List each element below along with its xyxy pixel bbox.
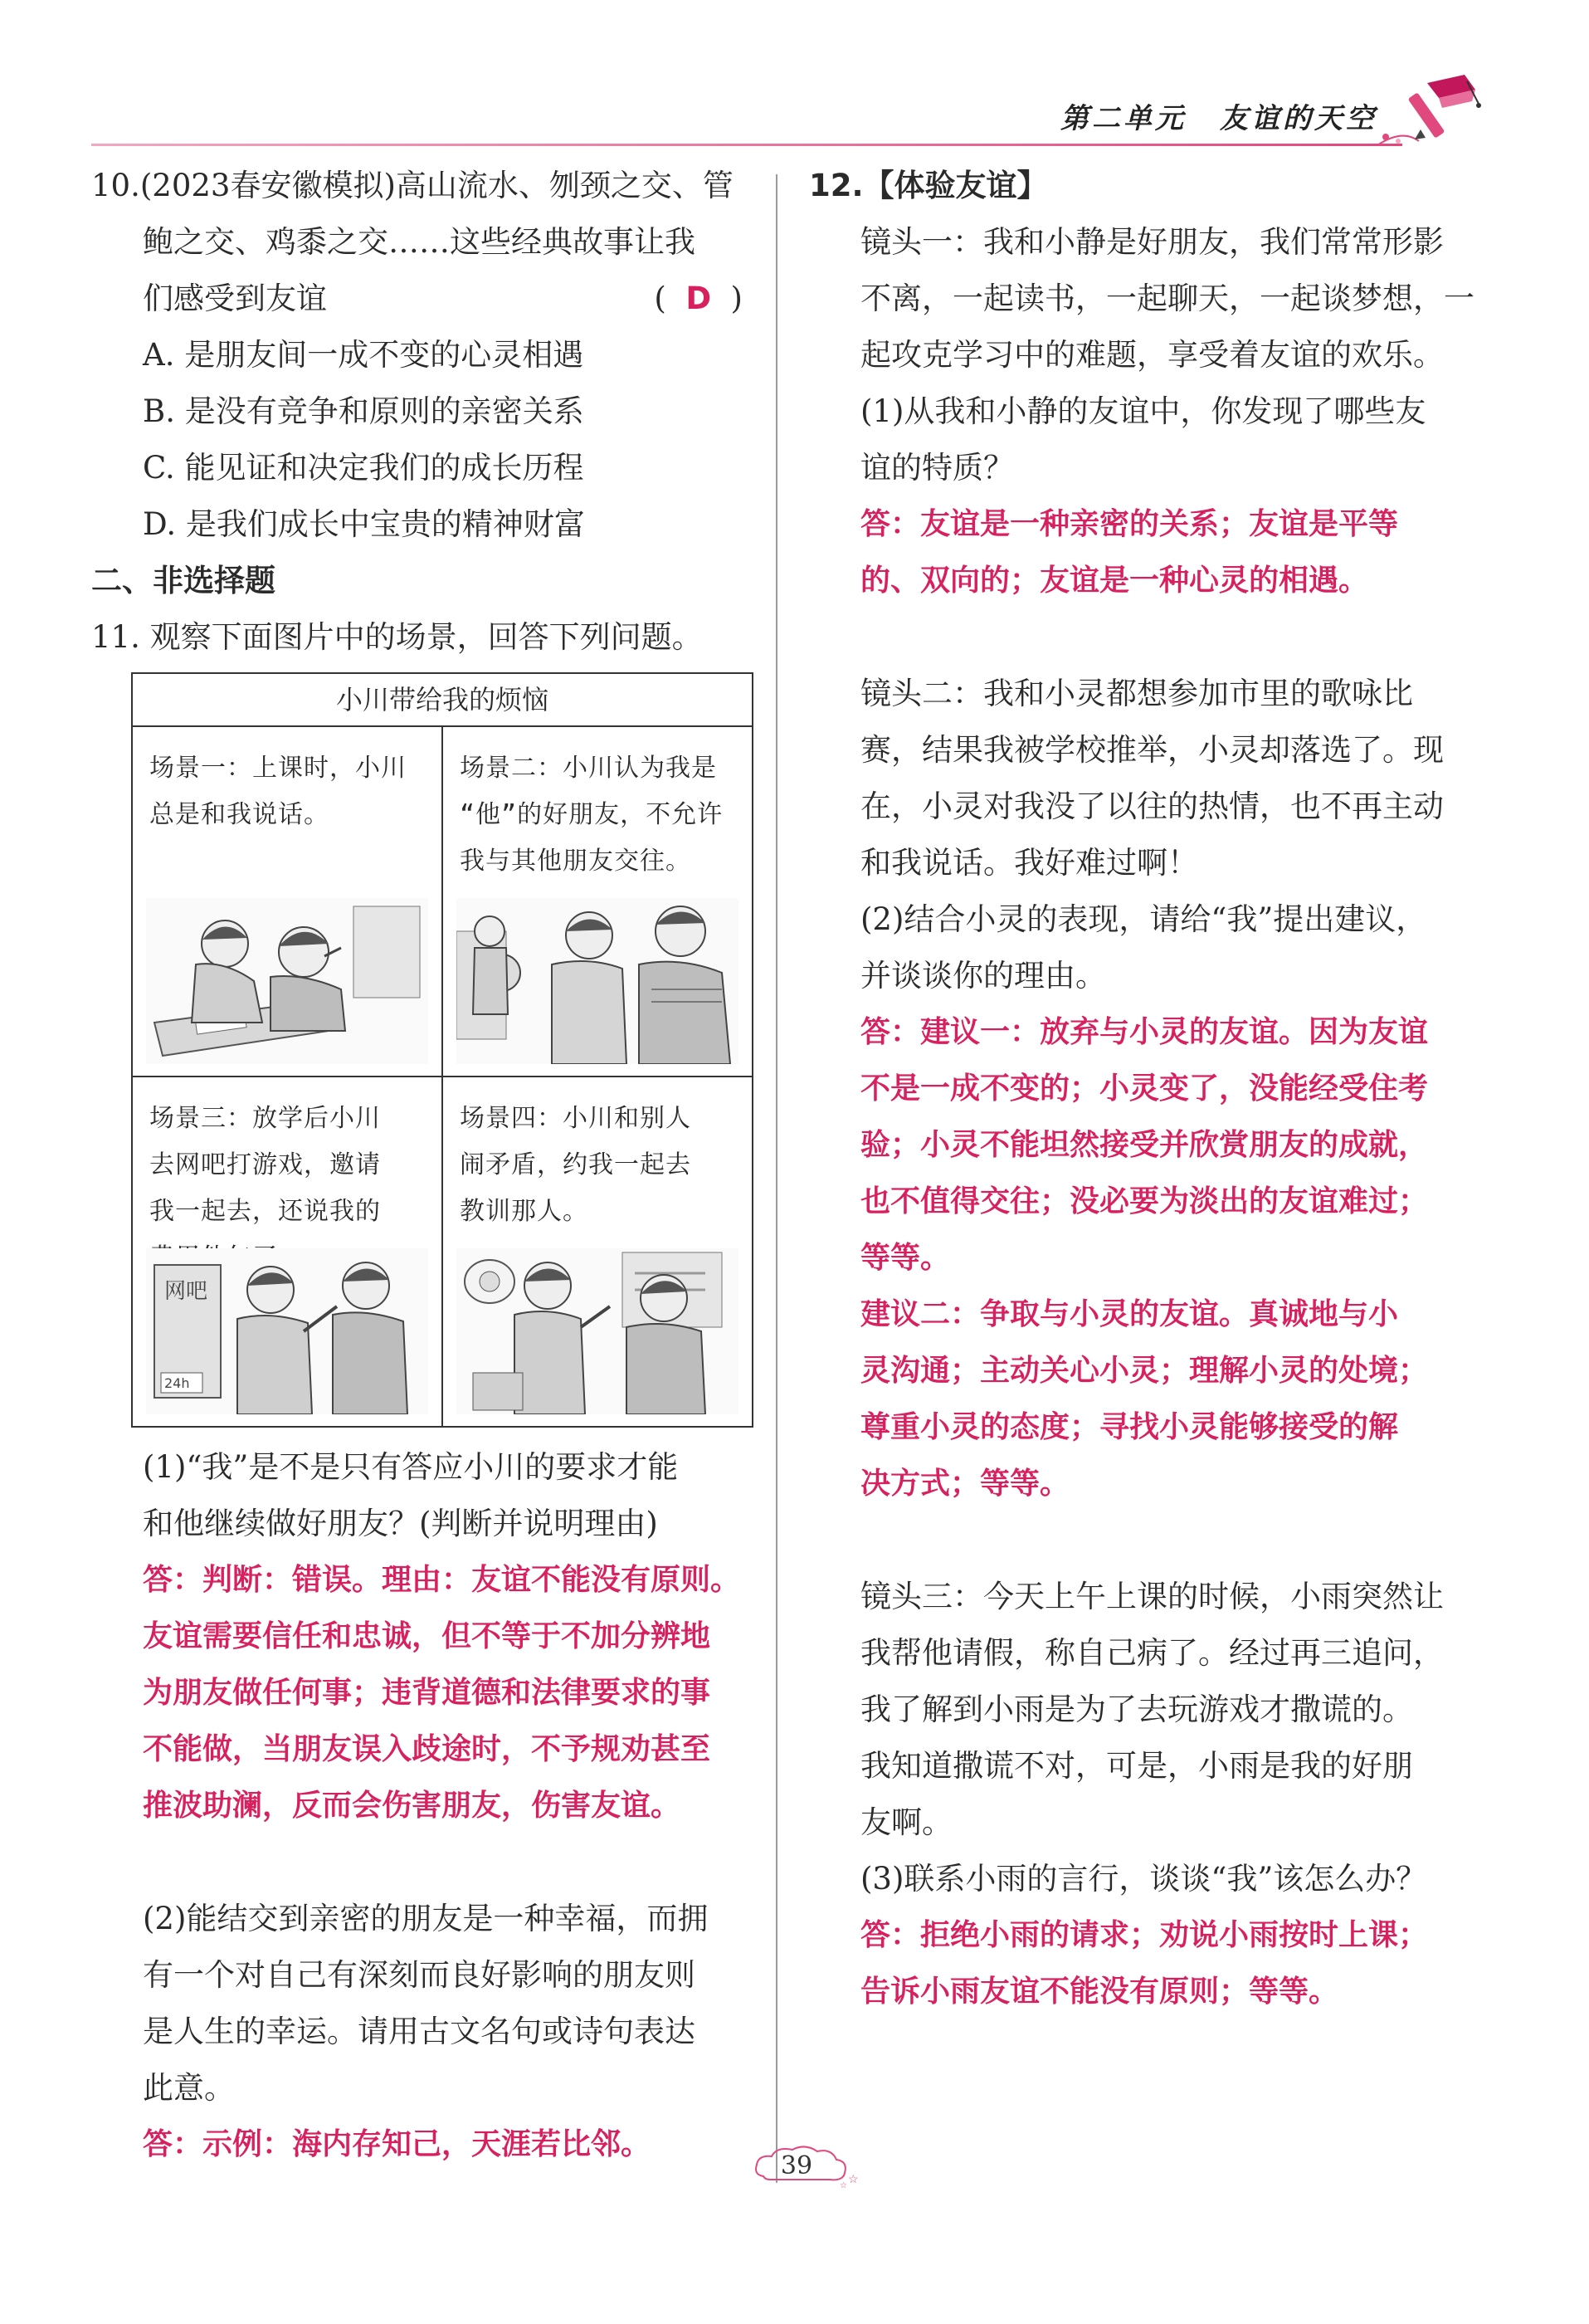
page-footer [747,2141,863,2191]
scene-4-line-1: 场景四：小川和别人 [459,1104,691,1133]
q12-answer2-line-1: 答：建议一：放弃与小灵的友谊。因为友谊 [860,1015,1429,1049]
scene-3-line-2: 去网吧打游戏，邀请 [149,1150,381,1179]
question-11 [91,609,755,2173]
q12-answer2-line-3: 验；小灵不能坦然接受并欣赏朋友的成就， [860,1128,1429,1162]
q12-sub1-line-1: (1)从我和小静的友谊中，你发现了哪些友 [860,393,1426,429]
option-c: C. 能见证和决定我们的成长历程 [143,450,584,486]
q12-answer3-line-2: 告诉小雨友谊不能没有原则；等等。 [860,1975,1339,2009]
q12-answer2-line-8: 尊重小灵的态度；寻找小灵能够接受的解 [860,1410,1399,1444]
q12-answer1-line-1: 答：友谊是一种亲密的关系；友谊是平等 [860,507,1399,541]
friends-illustration [456,898,738,1064]
section-heading: 二、非选择题 [91,563,275,598]
scene-3 [132,1077,442,1427]
q12-answer3-line-1: 答：拒绝小雨的请求；劝说小雨按时上课； [860,1918,1429,1952]
header-title [1060,95,1377,136]
scene-table [131,672,753,1428]
q11-sub2-line-4: 此意。 [143,2070,235,2106]
scene-4-line-2: 闹矛盾，约我一起去 [459,1150,691,1179]
option-b: B. 是没有竞争和原则的亲密关系 [143,393,584,429]
classroom-illustration [146,898,428,1064]
scene-3-line-3: 我一起去，还说我的 [149,1197,381,1226]
q11-answer1-line-1: 答：判断：错误。理由：友谊不能没有原则。 [143,1563,741,1597]
q12-answer2-line-6: 建议二：争取与小灵的友谊。真诚地与小 [860,1297,1399,1331]
shot2-line-2: 赛，结果我被学校推举，小灵却落选了。现 [860,732,1444,768]
shot-1 [809,214,1473,609]
q10-answer: D [685,281,712,316]
scene-3-line-1: 场景三：放学后小川 [149,1104,381,1133]
q11-answer1-line-4: 不能做，当朋友误入歧途时，不予规劝甚至 [143,1732,711,1766]
svg-text:☆: ☆ [848,2173,859,2186]
internet-cafe-illustration [146,1248,428,1414]
q11-answer2: 答：示例：海内存知己，天涯若比邻。 [143,2127,651,2161]
scene-4 [442,1077,753,1427]
scene-4-line-3: 教训那人。 [459,1197,588,1226]
q12-answer2-line-2: 不是一成不变的；小灵变了，没能经受住考 [860,1072,1429,1106]
scene-2 [442,726,753,1077]
unit-title: 友谊的天空 [1220,102,1377,135]
q10-line-3 [91,271,755,327]
page-header [91,95,1502,154]
q12-sub1-line-2: 谊的特质？ [860,450,1014,486]
right-column [809,158,1473,2020]
shot-3 [809,1569,1473,2020]
shot2-line-1: 镜头二：我和小灵都想参加市里的歌咏比 [860,676,1413,711]
column-divider [776,174,777,2183]
scene-1-line-1: 场景一：上课时，小川 [149,754,407,783]
q11-stem: 11. 观察下面图片中的场景，回答下列问题。 [91,619,703,655]
shot3-line-4: 我知道撒谎不对，可是，小雨是我的好朋 [860,1748,1413,1784]
shot1-line-3: 起攻克学习中的难题，享受着友谊的欢乐。 [860,337,1444,373]
question-10 [91,158,755,553]
q12-answer2-line-7: 灵沟通；主动关心小灵；理解小灵的处境； [860,1354,1429,1388]
shot1-line-2: 不离，一起读书，一起聊天，一起谈梦想，一 [860,281,1474,316]
scene-2-text [460,745,740,885]
q11-sub2-line-1: (2)能结交到亲密的朋友是一种幸福，而拥 [143,1901,709,1936]
option-d: D. 是我们成长中宝贵的精神财富 [143,506,585,542]
shot3-line-5: 友啊。 [860,1804,953,1840]
q12-answer1-line-2: 的、双向的；友谊是一种心灵的相遇。 [860,564,1369,598]
q10-line-2: 鲍之交、鸡黍之交……这些经典故事让我 [143,224,695,260]
unit-label: 第二单元 [1060,102,1187,135]
q11-answer1-line-3: 为朋友做任何事；违背道德和法律要求的事 [143,1676,711,1710]
scene-1-text [149,745,430,838]
q11-answer1-line-5: 推波助澜，反而会伤害朋友，伤害友谊。 [143,1789,681,1823]
scene-2-line-1: 场景二：小川认为我是 [459,754,717,783]
scene-1 [132,726,442,1077]
q11-sub2-line-2: 有一个对自己有深刻而良好影响的朋友则 [143,1957,695,1993]
shot3-line-2: 我帮他请假，称自己病了。经过再三追问， [860,1635,1444,1671]
shot2-line-4: 和我说话。我好难过啊！ [860,845,1198,881]
scene-1-line-2: 总是和我说话。 [149,800,329,829]
q12-answer2-line-9: 决方式；等等。 [860,1467,1070,1501]
scene-table-title: 小川带给我的烦恼 [132,673,753,726]
shot3-line-1: 镜头三：今天上午上课的时候，小雨突然让 [860,1579,1444,1614]
shot2-line-3: 在，小灵对我没了以往的热情，也不再主动 [860,788,1444,824]
graduation-pencil-icon [1369,58,1485,158]
q11-sub1-line-2: 和他继续做好朋友？(判断并说明理由) [143,1506,658,1541]
page-number: 39 [780,2151,813,2180]
q12-title: 12.【体验友谊】 [809,168,1048,203]
scene-2-line-2: “他”的好朋友，不允许 [459,800,724,829]
scene-4-text [460,1096,740,1235]
header-divider [91,144,1402,146]
q12-answer2-line-5: 等等。 [860,1241,951,1275]
sign-hours: 24h [164,1375,190,1391]
q11-answer1-line-2: 友谊需要信任和忠诚，但不等于不加分辨地 [143,1619,711,1653]
q10-line-1: 10.(2023春安徽模拟)高山流水、刎颈之交、管 [91,168,734,203]
shot3-line-3: 我了解到小雨是为了去玩游戏才撒谎的。 [860,1692,1413,1727]
q11-sub2-line-3: 是人生的幸运。请用古文名句或诗句表达 [143,2014,695,2049]
q12-sub3: (3)联系小雨的言行，谈谈“我”该怎么办？ [860,1861,1427,1897]
svg-text:☆: ☆ [840,2181,847,2190]
q10-line-3-text: 们感受到友谊 [143,281,327,316]
q12-sub2-line-1: (2)结合小灵的表现，请给“我”提出建议， [860,901,1427,937]
shot-2 [809,666,1473,1512]
q11-sub1-line-1: (1)“我”是不是只有答应小川的要求才能 [143,1449,679,1485]
sign-text: 网吧 [164,1279,208,1304]
option-a: A. 是朋友间一成不变的心灵相遇 [143,337,584,373]
conflict-illustration [456,1248,738,1414]
scene-2-line-3: 我与其他朋友交往。 [459,847,691,876]
answer-blank: ( D ) [654,281,743,316]
q12-answer2-line-4: 也不值得交往；没必要为淡出的友谊难过； [860,1184,1429,1218]
q12-sub2-line-2: 并谈谈你的理由。 [860,958,1106,994]
left-column [91,158,755,2173]
shot1-line-1: 镜头一：我和小静是好朋友，我们常常形影 [860,224,1444,260]
